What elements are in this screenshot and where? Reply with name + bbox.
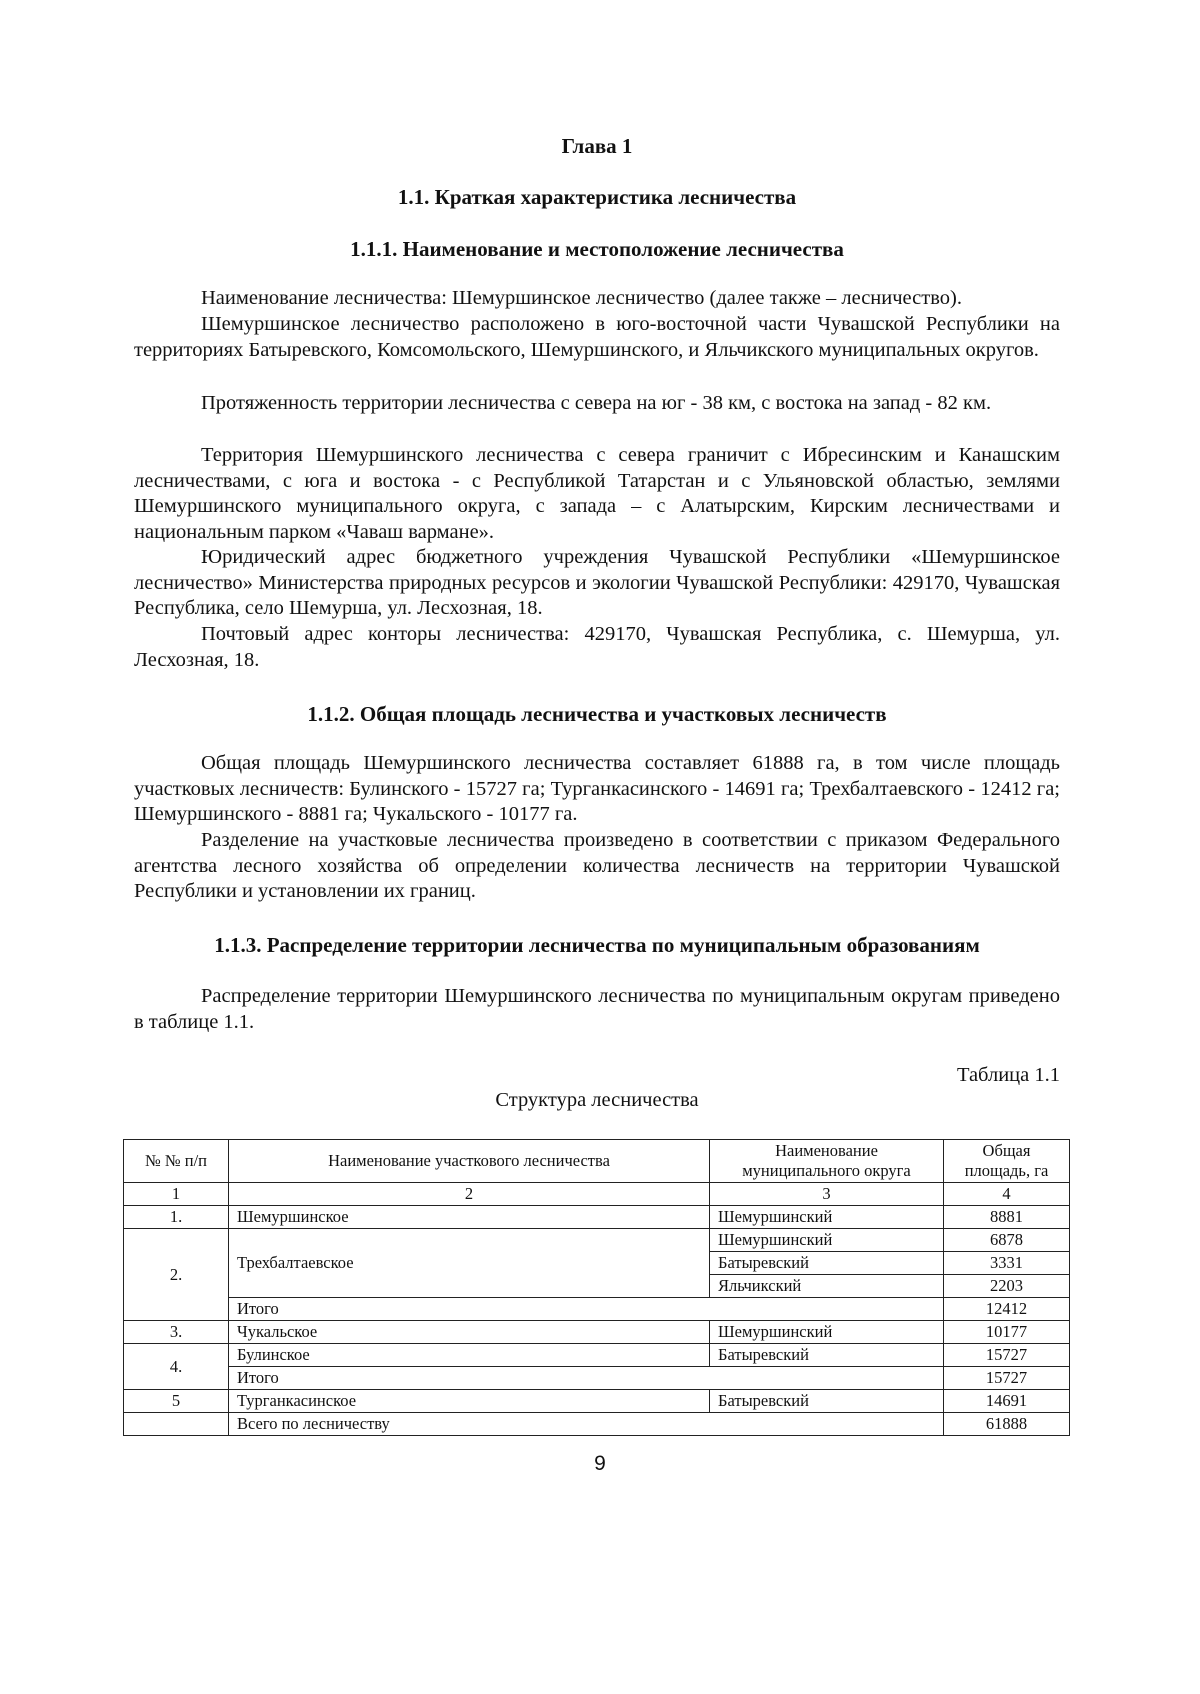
row-district: Шемуршинский: [710, 1229, 944, 1252]
row-area: 15727: [944, 1344, 1070, 1367]
table-subtotal-row: [124, 1298, 1070, 1321]
table-caption: Структура лесничества: [495, 1089, 699, 1111]
subtotal-area: 15727: [944, 1367, 1070, 1390]
column-number: 3: [710, 1183, 944, 1206]
paragraph-postal-address: Почтовый адрес конторы лесничества: 429170, Чувашская Республика, с. Шемурша, ул. Лесхозная, 18.: [134, 623, 1060, 671]
table-row: [124, 1206, 1070, 1229]
row-num: 1.: [124, 1206, 229, 1229]
header-area: Общая площадь, га: [944, 1140, 1070, 1183]
row-forestry-name: Чукальское: [229, 1321, 710, 1344]
column-number: 2: [229, 1183, 710, 1206]
row-area: 2203: [944, 1275, 1070, 1298]
paragraph-distribution: Распределение территории Шемуршинского лесничества по муниципальным округам приведено в таблице 1.1.: [134, 985, 1060, 1033]
table-row: [124, 1321, 1070, 1344]
grand-total-label: Всего по лесничеству: [229, 1413, 944, 1436]
table-row: [124, 1344, 1070, 1367]
paragraph-location: Шемуршинское лесничество расположено в юго-восточной части Чувашской Республики на территориях Батыревского, Комсомольского, Шемуршинского, и Яльчикского муниципальных округов.: [134, 313, 1060, 361]
grand-total-num-empty: [124, 1413, 229, 1436]
row-district: Батыревский: [710, 1344, 944, 1367]
forestry-structure-table: [123, 1139, 1070, 1436]
row-district: Батыревский: [710, 1252, 944, 1275]
row-forestry-name: Булинское: [229, 1344, 710, 1367]
header-district: Наименование муниципального округа: [710, 1140, 944, 1183]
row-area: 8881: [944, 1206, 1070, 1229]
column-number: 4: [944, 1183, 1070, 1206]
subtotal-label: Итого: [229, 1298, 944, 1321]
section-1-1-3-title: 1.1.3. Распределение территории лесничества по муниципальным образованиям: [214, 933, 980, 957]
table-label: Таблица 1.1: [956, 1064, 1060, 1086]
paragraph-name: Наименование лесничества: Шемуршинское лесничество (далее также – лесничество).: [201, 287, 962, 309]
row-district: Батыревский: [710, 1390, 944, 1413]
row-area: 10177: [944, 1321, 1070, 1344]
row-district: Шемуршинский: [710, 1206, 944, 1229]
row-area: 3331: [944, 1252, 1070, 1275]
row-num: 2.: [124, 1229, 229, 1321]
paragraph-borders: Территория Шемуршинского лесничества с севера граничит с Ибресинским и Канашским лесничествами, с юга и востока - с Республикой Татарстан и с Ульяновской областью, землями Шемуршинского муниципального округа, с запада – с Алатырским, Кирским лесничествами и национальным парком «Чаваш вармане».: [134, 444, 1060, 543]
table-grand-total-row: [124, 1413, 1070, 1436]
table-row: [124, 1390, 1070, 1413]
page-number: 9: [594, 1452, 606, 1475]
paragraph-legal-address: Юридический адрес бюджетного учреждения Чувашской Республики «Шемуршинское лесничество» Министерства природных ресурсов и экологии Чувашской Республики: 429170, Чувашская Республика, село Шемурша, ул. Лесхозная, 18.: [134, 546, 1060, 620]
section-1-1-title: 1.1. Краткая характеристика лесничества: [397, 185, 797, 209]
table-header-row: [124, 1140, 1070, 1183]
table-subtotal-row: [124, 1367, 1070, 1390]
row-num: 5: [124, 1390, 229, 1413]
header-num: № № п/п: [124, 1140, 229, 1183]
row-district: Шемуршинский: [710, 1321, 944, 1344]
paragraph-division: Разделение на участковые лесничества произведено в соответствии с приказом Федерального агентства лесного хозяйства об определении количества лесничеств на территории Чувашской Республики и установлении их границ.: [134, 829, 1060, 903]
table-row: [124, 1229, 1070, 1252]
header-forestry-name: Наименование участкового лесничества: [229, 1140, 710, 1183]
column-number: 1: [124, 1183, 229, 1206]
row-forestry-name: Трехбалтаевское: [229, 1229, 710, 1298]
subtotal-label: Итого: [229, 1367, 944, 1390]
paragraph-extent: Протяженность территории лесничества с севера на юг - 38 км, с востока на запад - 82 км.: [201, 392, 992, 414]
row-district: Яльчикский: [710, 1275, 944, 1298]
section-1-1-1-title: 1.1.1. Наименование и местоположение лесничества: [350, 237, 844, 261]
row-forestry-name: Шемуршинское: [229, 1206, 710, 1229]
row-num: 3.: [124, 1321, 229, 1344]
row-area: 14691: [944, 1390, 1070, 1413]
grand-total-area: 61888: [944, 1413, 1070, 1436]
section-1-1-2-title: 1.1.2. Общая площадь лесничества и участковых лесничеств: [307, 702, 887, 726]
chapter-title: Глава 1: [561, 134, 633, 158]
row-forestry-name: Турганкасинское: [229, 1390, 710, 1413]
row-num: 4.: [124, 1344, 229, 1390]
paragraph-total-area: Общая площадь Шемуршинского лесничества составляет 61888 га, в том числе площадь участковых лесничеств: Булинского - 15727 га; Турганкасинского - 14691 га; Трехбалтаевского - 12412 га; Шемуршинского - 8881 га; Чукальского - 10177 га.: [134, 752, 1060, 826]
table-column-numbers-row: [124, 1183, 1070, 1206]
row-area: 6878: [944, 1229, 1070, 1252]
subtotal-area: 12412: [944, 1298, 1070, 1321]
